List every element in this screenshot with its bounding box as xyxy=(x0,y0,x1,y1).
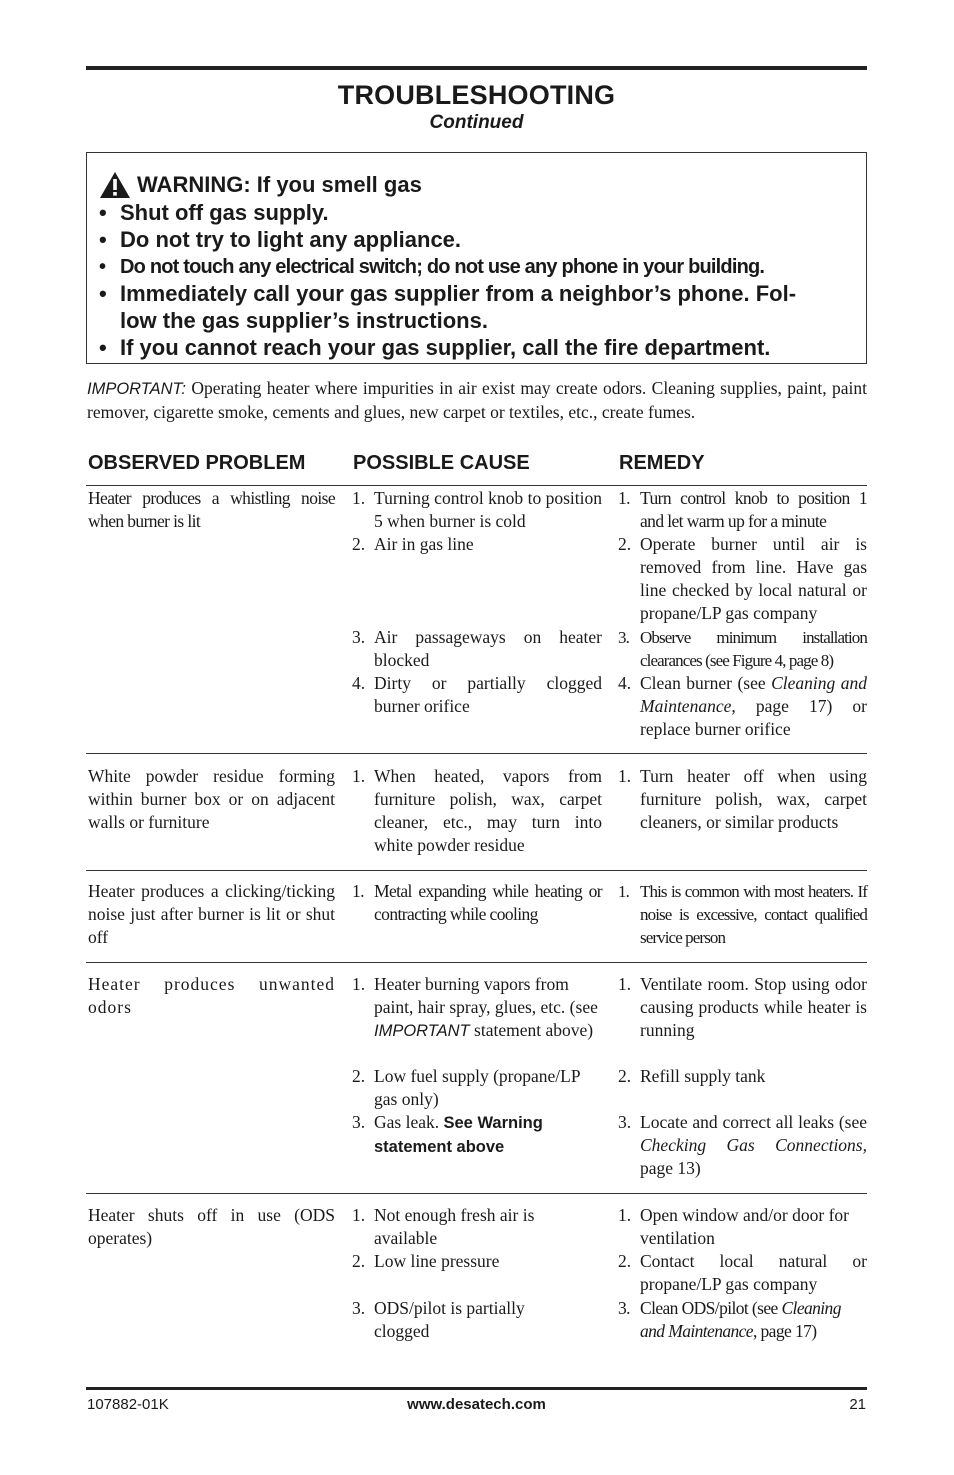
footer-doc-number: 107882-01K xyxy=(87,1396,169,1413)
row5-remedy-2: 2. Contact local natural or propane/LP gas company xyxy=(618,1251,867,1294)
warning-bullet: • Immediately call your gas supplier from a neighbor’s phone. Fol- xyxy=(99,281,797,306)
row5-cause-1: 1. Not enough fresh air is available xyxy=(352,1205,535,1248)
top-rule xyxy=(86,66,867,70)
row5-remedy-1: 1. Open window and/or door for ventilation xyxy=(618,1205,849,1248)
table-rule xyxy=(86,962,867,963)
warning-bullet: • Do not try to light any appliance. xyxy=(99,227,462,252)
important-text: Operating heater where impurities in air exist may create odors. Cleaning supplies, paint, paint remover, cigarette smoke, cements and glues, new carpet or textiles, etc., create fumes. xyxy=(87,378,867,422)
table-rule xyxy=(86,753,867,754)
row1-cause-1: 1. Turning control knob to position 5 when burner is cold xyxy=(352,488,602,531)
row4-problem: Heater produces unwanted odors xyxy=(88,974,335,1017)
footer-page-number: 21 xyxy=(849,1396,866,1413)
row4-cause-1: 1. Heater burning vapors from paint, hair spray, glues, etc. (see IMPORTANT statement above) xyxy=(352,974,598,1040)
col-header-remedy: REMEDY xyxy=(619,452,705,474)
page-subtitle: Continued xyxy=(429,112,524,133)
warning-bullet: • If you cannot reach your gas supplier, call the fire department. xyxy=(99,335,771,360)
row4-remedy-1: 1. Ventilate room. Stop using odor causing products while heater is running xyxy=(618,974,867,1040)
row2-remedy-1: 1. Turn heater off when using furniture polish, wax, carpet cleaners, or similar products xyxy=(618,766,867,832)
row5-problem: Heater shuts off in use (ODS operates) xyxy=(88,1205,335,1248)
row5-remedy-3: 3. Clean ODS/pilot (see Cleaning and Maintenance, page 17) xyxy=(618,1298,841,1341)
row2-cause-1: 1. When heated, vapors from furniture polish, wax, carpet cleaner, etc., may turn into white powder residue xyxy=(352,766,602,855)
col-header-problem: OBSERVED PROBLEM xyxy=(88,452,306,474)
row1-cause-3: 3. Air passageways on heater blocked xyxy=(352,627,602,670)
col-header-cause: POSSIBLE CAUSE xyxy=(353,452,530,474)
row4-remedy-3: 3. Locate and correct all leaks (see Checking Gas Connections, page 13) xyxy=(618,1112,867,1178)
table-rule xyxy=(86,485,867,486)
row5-cause-3: 3. ODS/pilot is partially clogged xyxy=(352,1298,525,1341)
warning-bullet-continued: low the gas supplier’s instructions. xyxy=(120,308,488,333)
important-label: IMPORTANT: xyxy=(87,380,186,398)
row1-cause-2: 2. Air in gas line xyxy=(352,534,474,554)
warning-heading-text: WARNING: If you smell gas xyxy=(137,172,422,197)
row4-cause-2: 2. Low fuel supply (propane/LP gas only) xyxy=(352,1066,580,1109)
row5-cause-2: 2. Low line pressure xyxy=(352,1251,500,1271)
warning-bullet: • Do not touch any electrical switch; do not use any phone in your building. xyxy=(99,256,765,278)
row4-cause-3: 3. Gas leak. See Warning statement above xyxy=(352,1112,543,1156)
row4-remedy-2: 2. Refill supply tank xyxy=(618,1066,766,1086)
row1-remedy-3: 3. Observe minimum installation clearances (see Figure 4, page 8) xyxy=(618,628,867,670)
row1-remedy-2: 2. Operate burner until air is removed from line. Have gas line checked by local natural or propane/LP gas company xyxy=(618,534,867,623)
warning-triangle-icon xyxy=(99,171,131,199)
row3-remedy-1: 1. This is common with most heaters. If noise is excessive, contact qualified service person xyxy=(618,882,867,947)
row3-problem: Heater produces a clicking/ticking noise just after burner is lit or shut off xyxy=(88,881,335,947)
important-note xyxy=(87,377,867,424)
table-rule xyxy=(86,1193,867,1194)
row1-remedy-4: 4. Clean burner (see Cleaning and Maintenance, page 17) or replace burner orifice xyxy=(618,673,867,739)
row3-cause-1: 1. Metal expanding while heating or contracting while cooling xyxy=(352,881,602,924)
footer-rule xyxy=(86,1387,867,1390)
page-title: TROUBLESHOOTING xyxy=(337,80,616,110)
row2-problem: White powder residue forming within burner box or on adjacent walls or furniture xyxy=(88,766,335,832)
table-rule xyxy=(86,870,867,871)
warning-heading xyxy=(99,171,422,199)
row1-problem: Heater produces a whistling noise when burner is lit xyxy=(88,488,335,531)
warning-bullet: • Shut off gas supply. xyxy=(99,200,329,225)
row1-cause-4: 4. Dirty or partially clogged burner orifice xyxy=(352,673,602,716)
footer-website-link[interactable]: www.desatech.com xyxy=(407,1396,546,1413)
row1-remedy-1: 1. Turn control knob to position 1 and let warm up for a minute xyxy=(618,488,867,531)
warning-box xyxy=(86,152,867,364)
